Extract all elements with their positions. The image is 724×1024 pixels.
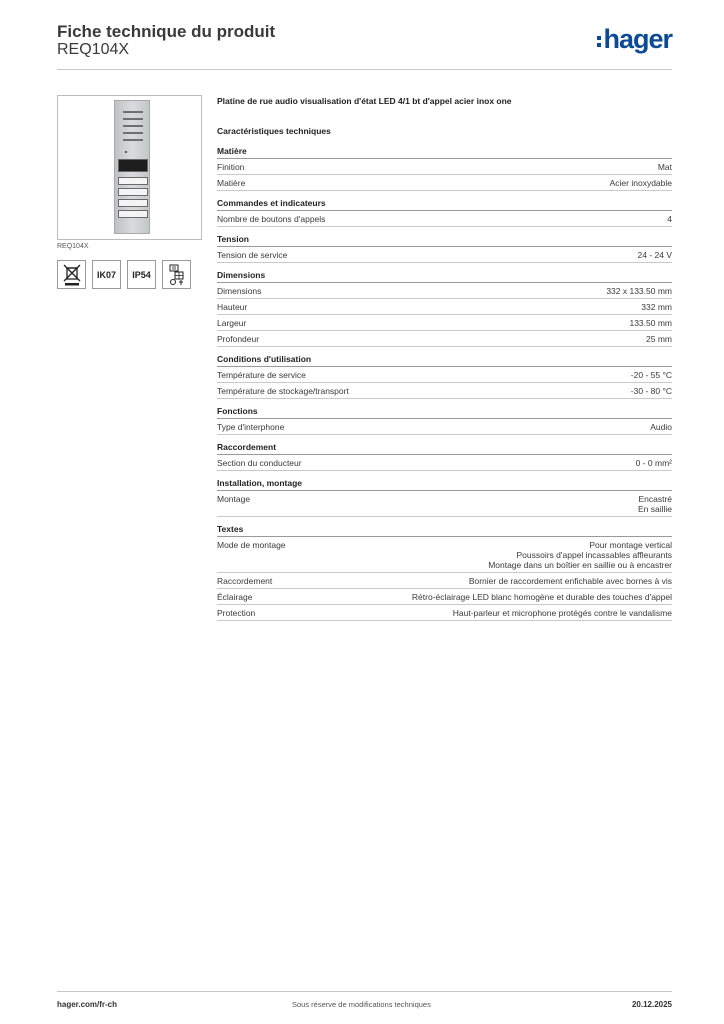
spec-value-line: 133.50 mm xyxy=(629,318,672,328)
page-title: Fiche technique du produit xyxy=(57,22,276,41)
spec-value xyxy=(488,540,672,570)
grid-terminal-icon xyxy=(162,260,191,289)
spec-row xyxy=(217,247,672,263)
spec-value xyxy=(638,494,672,514)
spec-label: Protection xyxy=(217,608,256,618)
spec-group-title: Conditions d'utilisation xyxy=(217,354,672,367)
spec-group xyxy=(217,478,672,517)
spec-value xyxy=(469,576,672,586)
spec-label: Profondeur xyxy=(217,334,260,344)
product-reference: REQ104X xyxy=(57,41,130,58)
specification-content xyxy=(217,96,672,628)
call-button-graphic xyxy=(118,199,148,207)
spec-label: Nombre de boutons d'appels xyxy=(217,214,326,224)
spec-row xyxy=(217,367,672,383)
door-station-panel xyxy=(114,100,150,234)
spec-row xyxy=(217,605,672,621)
spec-value-line: Poussoirs d'appel incassables affleurants xyxy=(516,550,672,560)
spec-row xyxy=(217,537,672,573)
spec-label: Hauteur xyxy=(217,302,248,312)
spec-group-title: Matière xyxy=(217,146,672,159)
spec-label: Matière xyxy=(217,178,246,188)
spec-label: Température de service xyxy=(217,370,306,380)
spec-label: Largeur xyxy=(217,318,247,328)
call-button-graphic xyxy=(118,188,148,196)
ik07-badge xyxy=(92,260,121,289)
spec-row xyxy=(217,159,672,175)
spec-value-line: Rétro-éclairage LED blanc homogène et durable des touches d'appel xyxy=(411,592,672,602)
spec-value xyxy=(641,302,672,312)
spec-value-line: Mat xyxy=(657,162,672,172)
speaker-grille-line xyxy=(123,118,143,120)
product-image xyxy=(57,95,202,240)
spec-value-line: 24 - 24 V xyxy=(637,250,672,260)
spec-label: Éclairage xyxy=(217,592,253,602)
spec-value xyxy=(638,250,673,260)
speaker-grille-line xyxy=(123,125,143,127)
spec-row xyxy=(217,419,672,435)
spec-label: Montage xyxy=(217,494,251,504)
spec-label: Dimensions xyxy=(217,286,262,296)
spec-row xyxy=(217,455,672,471)
spec-value xyxy=(606,286,672,296)
spec-value xyxy=(610,178,672,188)
spec-group xyxy=(217,354,672,399)
spec-value-line: 4 xyxy=(667,214,672,224)
spec-row xyxy=(217,383,672,399)
spec-group xyxy=(217,442,672,471)
spec-group-title: Raccordement xyxy=(217,442,672,455)
spec-group-title: Installation, montage xyxy=(217,478,672,491)
status-display xyxy=(118,159,148,172)
page-footer xyxy=(57,991,672,1017)
spec-value-line: -20 - 55 °C xyxy=(630,370,672,380)
spec-group xyxy=(217,270,672,347)
spec-group-title: Commandes et indicateurs xyxy=(217,198,672,211)
footer-disclaimer: Sous réserve de modifications techniques xyxy=(292,1000,431,1009)
logo-dots-icon xyxy=(597,36,601,47)
spec-group-title: Dimensions xyxy=(217,270,672,283)
spec-label: Raccordement xyxy=(217,576,273,586)
footer-website: hager.com/fr-ch xyxy=(57,1000,118,1009)
spec-value-line: 332 x 133.50 mm xyxy=(606,286,672,296)
spec-value xyxy=(631,370,672,380)
spec-value-line: -30 - 80 °C xyxy=(630,386,672,396)
ip54-label: IP54 xyxy=(132,269,151,280)
status-led xyxy=(125,151,127,153)
spec-value-line: Bornier de raccordement enfichable avec bornes à vis xyxy=(468,576,672,586)
spec-group-title: Fonctions xyxy=(217,406,672,419)
weee-crossed-bin-icon xyxy=(57,260,86,289)
spec-value-line: Acier inoxydable xyxy=(609,178,672,188)
product-description: Platine de rue audio visualisation d'état LED 4/1 bt d'appel acier inox one xyxy=(217,96,512,106)
specs-title: Caractéristiques techniques xyxy=(217,126,331,136)
ip54-badge xyxy=(127,260,156,289)
spec-value xyxy=(453,608,672,618)
speaker-grille-line xyxy=(123,111,143,113)
spec-value-line: Haut-parleur et microphone protégés contre le vandalisme xyxy=(452,608,672,618)
spec-row xyxy=(217,283,672,299)
spec-value-line: Audio xyxy=(650,422,672,432)
spec-label: Tension de service xyxy=(217,250,288,260)
spec-label: Type d'interphone xyxy=(217,422,285,432)
spec-row xyxy=(217,299,672,315)
spec-group xyxy=(217,406,672,435)
spec-label: Mode de montage xyxy=(217,540,286,550)
call-button-graphic xyxy=(118,210,148,218)
ik07-label: IK07 xyxy=(96,269,116,280)
spec-value xyxy=(629,318,672,328)
spec-value xyxy=(658,162,672,172)
footer-date: 20.12.2025 xyxy=(631,1000,672,1009)
spec-value xyxy=(412,592,672,602)
spec-value xyxy=(650,422,672,432)
call-button-graphic xyxy=(118,177,148,185)
page-header xyxy=(57,20,672,70)
spec-row xyxy=(217,589,672,605)
spec-row xyxy=(217,211,672,227)
spec-row xyxy=(217,315,672,331)
spec-group xyxy=(217,524,672,621)
spec-row xyxy=(217,331,672,347)
spec-group-title: Tension xyxy=(217,234,672,247)
spec-value-line: Encastré xyxy=(638,494,672,504)
spec-group xyxy=(217,198,672,227)
spec-group-title: Textes xyxy=(217,524,672,537)
certification-badges xyxy=(57,260,202,289)
spec-groups xyxy=(217,146,672,621)
spec-row xyxy=(217,573,672,589)
spec-value xyxy=(667,214,672,224)
spec-value-line: 332 mm xyxy=(641,302,672,312)
spec-value-line: 25 mm xyxy=(646,334,672,344)
speaker-grille-line xyxy=(123,132,143,134)
spec-value xyxy=(646,334,672,344)
logo-text: hager xyxy=(603,24,672,54)
spec-label: Température de stockage/transport xyxy=(217,386,349,396)
spec-value-line: En saillie xyxy=(637,504,672,514)
spec-value-line: Pour montage vertical xyxy=(589,540,672,550)
product-sidebar xyxy=(57,95,202,289)
spec-label: Section du conducteur xyxy=(217,458,302,468)
spec-value-line: Montage dans un boîtier en saillie ou à encastrer xyxy=(488,560,672,570)
product-image-label: REQ104X xyxy=(57,243,89,250)
hager-logo xyxy=(597,26,672,52)
speaker-grille-line xyxy=(123,139,143,141)
spec-row xyxy=(217,491,672,517)
spec-group xyxy=(217,234,672,263)
spec-value-line: 0 - 0 mm² xyxy=(635,458,672,468)
spec-label: Finition xyxy=(217,162,245,172)
spec-row xyxy=(217,175,672,191)
spec-value xyxy=(631,386,672,396)
spec-group xyxy=(217,146,672,191)
spec-value xyxy=(636,458,672,468)
